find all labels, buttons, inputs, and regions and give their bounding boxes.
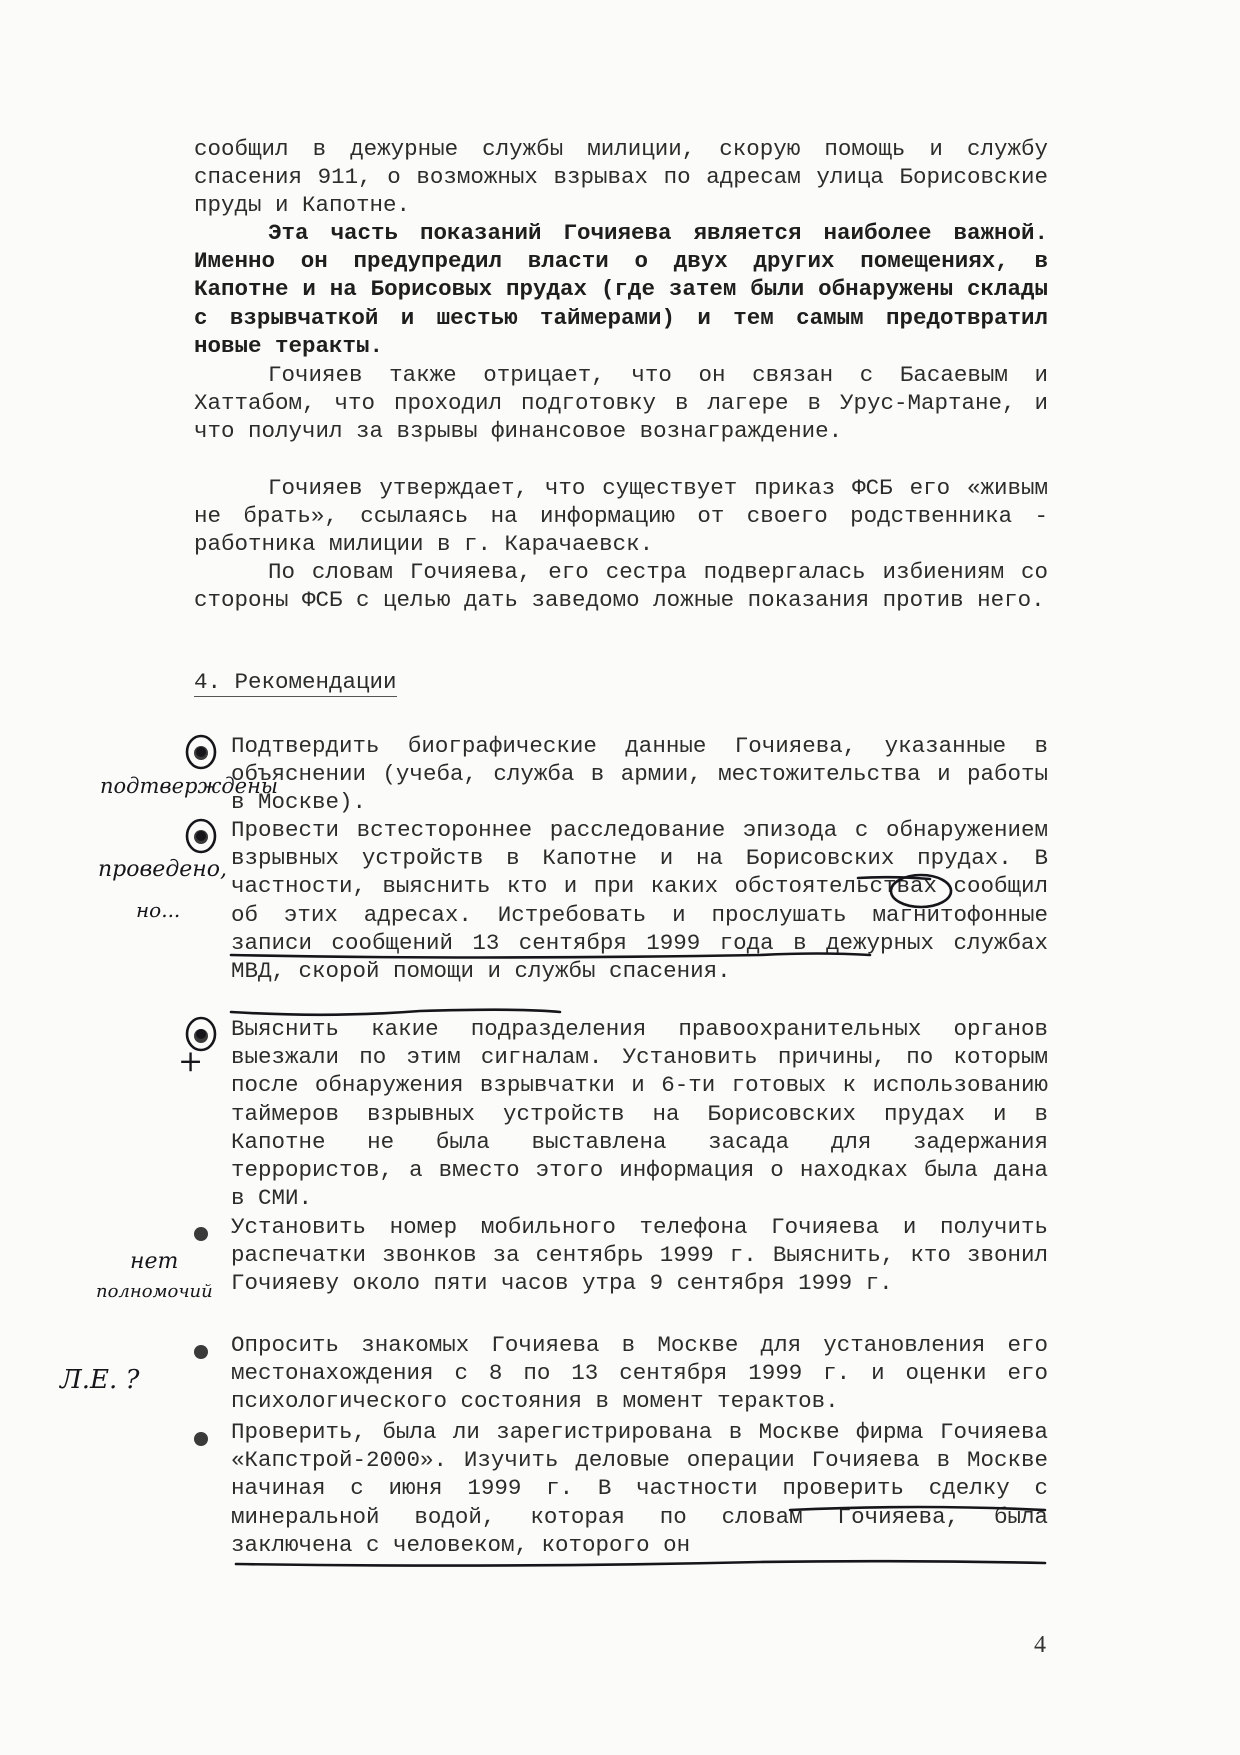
bullet-2	[194, 830, 208, 844]
handwritten-note-done: проведено,	[98, 857, 228, 882]
bullet-6	[194, 1432, 208, 1446]
page-number: 4	[1034, 1632, 1046, 1658]
recommendation-5: Опросить знакомых Гочияева в Москве для установления его местонахождения с 8 по 13 сентября 1999 г. и оценки его психологического состояния в момент терактов.	[231, 1332, 1048, 1415]
pen-underline-records-2	[231, 1010, 560, 1015]
paragraph-key-testimony: Эта часть показаний Гочияева является наиболее важной. Именно он предупредил власти о двух других помещениях, в Капотне и на Борисовых прудах (где затем были обнаружены склады с взрывчаткой и шестью таймерами) и тем самым предотвратил новые теракты.	[194, 220, 1048, 359]
paragraph-sister: По словам Гочияева, его сестра подвергалась избиениям со стороны ФСБ с целью дать заведомо ложные показания против него.	[194, 559, 1048, 614]
bullet-1	[194, 746, 208, 760]
bullet-5	[194, 1345, 208, 1359]
handwritten-note-authority: полномочий	[96, 1281, 213, 1302]
recommendation-1: Подтвердить биографические данные Гочияева, указанные в объяснении (учеба, служба в армии, местожительства и работы в Москве).	[231, 733, 1048, 816]
recommendation-3: Выяснить какие подразделения правоохранительных органов выезжали по этим сигналам. Установить причины, по которым после обнаружения взрывчатки и 6-ти готовых к использованию таймеров взрывных устройств на Борисовских прудах и в Капотне не была выставлена засада для задержания террористов, а вместо этого информация о находках была дана в СМИ.	[231, 1016, 1048, 1212]
recommendation-4: Установить номер мобильного телефона Гочияева и получить распечатки звонков за сентябрь 1999 г. Выяснить, кто звонил Гочияеву около пяти часов утра 9 сентября 1999 г.	[231, 1214, 1048, 1297]
recommendation-2: Провести встестороннее расследование эпизода с обнаружением взрывных устройств в Капотне и на Борисовских прудах. В частности, выяснить кто и при каких обстоятельствах сообщил об этих адресах. Истребовать и прослушать магнитофонные записи сообщений 13 сентября 1999 года в дежурных службах МВД, скорой помощи и службы спасения.	[231, 817, 1048, 985]
handwritten-note-but: но...	[136, 898, 181, 922]
section-heading: 4. Рекомендации	[194, 669, 397, 695]
handwritten-note-initials: Л.Е. ?	[60, 1365, 140, 1395]
handwritten-note-plus: +	[178, 1044, 204, 1079]
handwritten-note-no: нет	[130, 1249, 179, 1274]
bullet-4	[194, 1227, 208, 1241]
handwritten-note-confirmed: подтверждены	[100, 774, 279, 798]
paragraph-denial: Гочияев также отрицает, что он связан с Басаевым и Хаттабом, что проходил подготовку в лагере в Урус-Мартане, и что получил за взрывы финансовое вознаграждение.	[194, 362, 1048, 445]
bullet-3	[194, 1029, 208, 1043]
paragraph-intro: сообщил в дежурные службы милиции, скорую помощь и службу спасения 911, о возможных взрывах по адресам улица Борисовские пруды и Капотне.	[194, 136, 1048, 219]
pen-underline-mineral-2	[236, 1561, 1045, 1565]
paragraph-fsb-order: Гочияев утверждает, что существует приказ ФСБ его «живым не брать», ссылаясь на информацию от своего родственника - работника милиции в г. Карачаевск.	[194, 475, 1048, 558]
recommendation-6: Проверить, была ли зарегистрирована в Москве фирма Гочияева «Капстрой-2000». Изучить деловые операции Гочияева в Москве начиная с июня 1999 г. В частности проверить сделку с минеральной водой, которая по словам Гочияева, была заключена с человеком, которого он	[231, 1419, 1048, 1558]
